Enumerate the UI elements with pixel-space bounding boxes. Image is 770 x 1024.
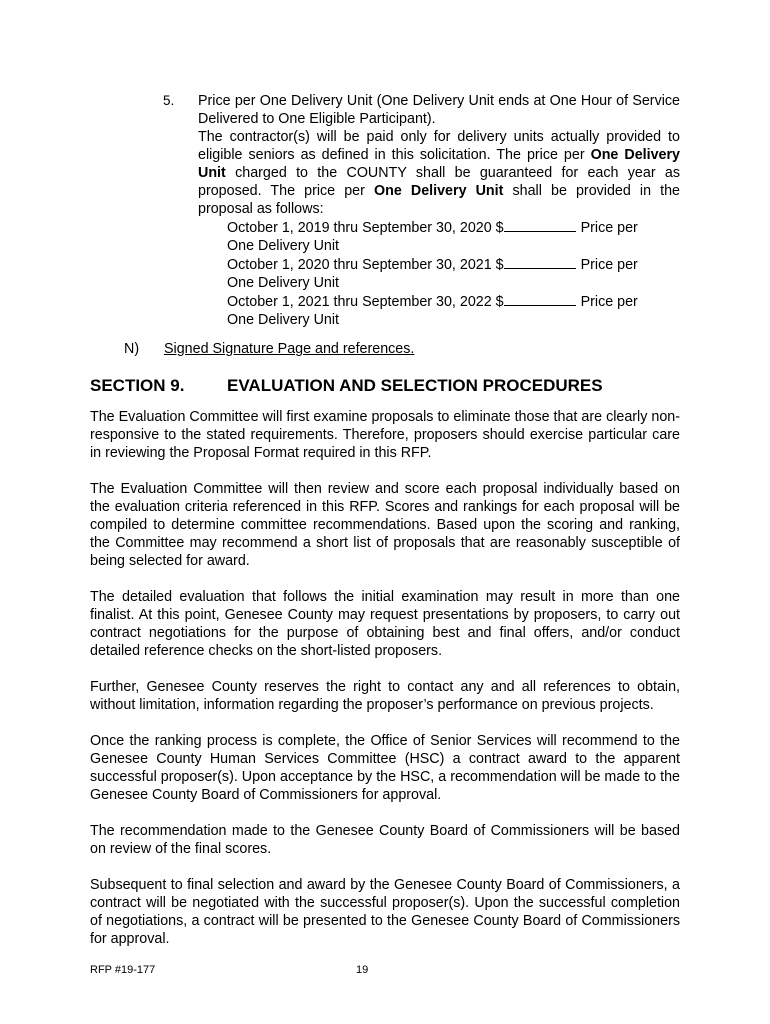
- list-item-number: 5.: [163, 93, 175, 108]
- section-heading: [90, 376, 603, 396]
- price-line: October 1, 2021 thru September 30, 2022 $ Price per One Delivery Unit: [227, 294, 638, 328]
- price-blank: [504, 292, 576, 306]
- bold-term: One Delivery Unit: [373, 183, 504, 199]
- paragraph: Once the ranking process is complete, the Office of Senior Services will recommend to the Genesee County Human Services Committee (HSC) a contract award to the apparent successful proposer(s). Upon acceptance by the HSC, a recommendation will be made to the Genesee County Board of Commissioners for approval.: [90, 733, 680, 803]
- paragraph: The Evaluation Committee will first examine proposals to eliminate those that are clearly non-responsive to the stated requirements. Therefore, proposers should exercise particular care in reviewing the Proposal Format required in this RFP.: [90, 409, 680, 461]
- section-number: SECTION 9.: [90, 376, 185, 395]
- paragraph: The Evaluation Committee will then review and score each proposal individually based on the evaluation criteria referenced in this RFP. Scores and rankings for each proposal will be compiled to determine committee recommendations. Based upon the scoring and ranking, the Committee may recommend a short list of proposals that are reasonably susceptible of being selected for award.: [90, 481, 680, 569]
- paragraph: Further, Genesee County reserves the right to contact any and all references to obtain, without limitation, information regarding the proposer’s performance on previous projects.: [90, 679, 680, 713]
- list-item-label: N): [124, 341, 140, 357]
- section-title: EVALUATION AND SELECTION PROCEDURES: [227, 376, 603, 395]
- paragraph: The recommendation made to the Genesee County Board of Commissioners will be based on review of the final scores.: [90, 823, 680, 857]
- footer-rfp-number: RFP #19-177: [90, 964, 156, 976]
- signed-signature-page-text: Signed Signature Page and references.: [164, 341, 415, 357]
- price-blank: [504, 218, 576, 232]
- item5-paragraph: The contractor(s) will be paid only for delivery units actually provided to eligible seniors as defined in this solicitation. The price per One Delivery Unit charged to the COUNTY shall be guaranteed for each year as proposed. The price per One Delivery Unit shall be provided in the proposal as follows:: [198, 129, 681, 217]
- bold-term: One Delivery Unit: [198, 147, 681, 181]
- price-line: October 1, 2020 thru September 30, 2021 $ Price per One Delivery Unit: [227, 257, 638, 291]
- price-blank: [504, 255, 576, 269]
- list-item-body: [198, 92, 680, 329]
- paragraph: The detailed evaluation that follows the initial examination may result in more than one finalist. At this point, Genesee County may request presentations by proposers, to carry out contract negotiations for the purpose of obtaining best and final offers, and/or conduct detailed reference checks on the short-listed proposers.: [90, 589, 680, 659]
- section-body: [90, 408, 680, 966]
- list-item-n: [124, 340, 414, 358]
- paragraph: Subsequent to final selection and award by the Genesee County Board of Commissioners, a contract will be negotiated with the successful proposer(s). Upon the successful completion of negotiations, a contract will be presented to the Genesee County Board of Commissioners for approval.: [90, 877, 680, 947]
- price-line: October 1, 2019 thru September 30, 2020 $ Price per One Delivery Unit: [227, 220, 638, 254]
- footer-page-number: 19: [356, 964, 369, 976]
- item5-title: Price per One Delivery Unit (One Delivery Unit ends at One Hour of Service Delivered to One Eligible Participant).: [198, 93, 680, 127]
